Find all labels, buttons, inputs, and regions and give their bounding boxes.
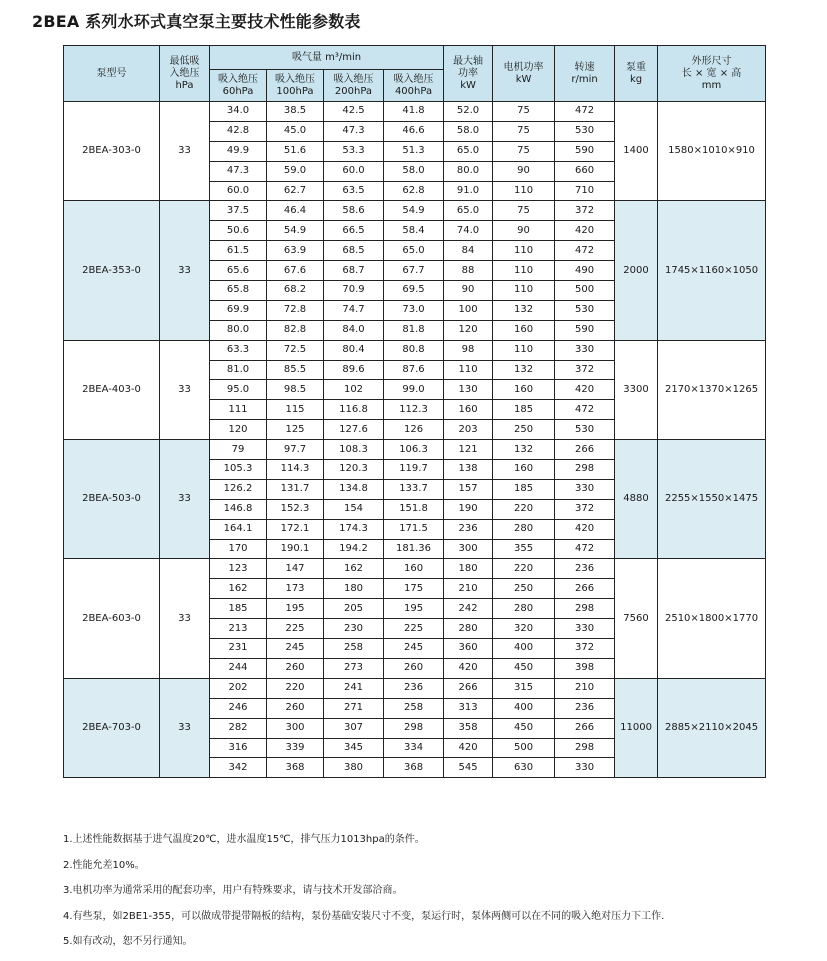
speed-cell: 420 <box>555 380 615 400</box>
motor-power-cell: 132 <box>493 300 555 320</box>
suction-100-cell: 114.3 <box>267 460 324 480</box>
motor-power-cell: 400 <box>493 698 555 718</box>
suction-60-cell: 65.6 <box>210 261 267 281</box>
suction-200-cell: 271 <box>324 698 384 718</box>
speed-cell: 710 <box>555 181 615 201</box>
speed-cell: 530 <box>555 121 615 141</box>
suction-60-cell: 65.8 <box>210 281 267 301</box>
suction-200-cell: 174.3 <box>324 519 384 539</box>
suction-400-cell: 171.5 <box>384 519 444 539</box>
max-shaft-power-cell: 180 <box>444 559 493 579</box>
suction-60-cell: 111 <box>210 400 267 420</box>
min-pressure-cell: 33 <box>160 102 210 201</box>
suction-200-cell: 80.4 <box>324 340 384 360</box>
suction-400-cell: 225 <box>384 619 444 639</box>
min-pressure-cell: 33 <box>160 340 210 439</box>
suction-100-cell: 220 <box>267 678 324 698</box>
suction-60-cell: 79 <box>210 440 267 460</box>
suction-60-cell: 120 <box>210 420 267 440</box>
motor-power-cell: 132 <box>493 360 555 380</box>
header-model: 泵型号 <box>64 46 160 102</box>
suction-400-cell: 236 <box>384 678 444 698</box>
suction-100-cell: 339 <box>267 738 324 758</box>
max-shaft-power-cell: 242 <box>444 599 493 619</box>
max-shaft-power-cell: 300 <box>444 539 493 559</box>
max-shaft-power-cell: 358 <box>444 718 493 738</box>
motor-power-cell: 110 <box>493 241 555 261</box>
suction-200-cell: 68.7 <box>324 261 384 281</box>
header-sub-200: 吸入绝压 200hPa <box>324 70 384 102</box>
max-shaft-power-cell: 65.0 <box>444 141 493 161</box>
suction-60-cell: 47.3 <box>210 161 267 181</box>
motor-power-cell: 110 <box>493 281 555 301</box>
suction-400-cell: 80.8 <box>384 340 444 360</box>
suction-100-cell: 260 <box>267 698 324 718</box>
motor-power-cell: 110 <box>493 181 555 201</box>
suction-100-cell: 172.1 <box>267 519 324 539</box>
table-row <box>64 201 766 221</box>
speed-cell: 472 <box>555 102 615 122</box>
suction-60-cell: 202 <box>210 678 267 698</box>
motor-power-cell: 75 <box>493 141 555 161</box>
suction-100-cell: 152.3 <box>267 499 324 519</box>
suction-100-cell: 190.1 <box>267 539 324 559</box>
suction-200-cell: 53.3 <box>324 141 384 161</box>
suction-400-cell: 81.8 <box>384 320 444 340</box>
speed-cell: 530 <box>555 300 615 320</box>
suction-200-cell: 120.3 <box>324 460 384 480</box>
motor-power-cell: 220 <box>493 559 555 579</box>
suction-200-cell: 241 <box>324 678 384 698</box>
motor-power-cell: 160 <box>493 460 555 480</box>
speed-cell: 420 <box>555 221 615 241</box>
suction-400-cell: 73.0 <box>384 300 444 320</box>
speed-cell: 590 <box>555 141 615 161</box>
suction-100-cell: 195 <box>267 599 324 619</box>
motor-power-cell: 90 <box>493 221 555 241</box>
min-pressure-cell: 33 <box>160 559 210 678</box>
speed-cell: 210 <box>555 678 615 698</box>
suction-200-cell: 89.6 <box>324 360 384 380</box>
motor-power-cell: 110 <box>493 261 555 281</box>
suction-400-cell: 69.5 <box>384 281 444 301</box>
suction-200-cell: 205 <box>324 599 384 619</box>
motor-power-cell: 355 <box>493 539 555 559</box>
suction-100-cell: 54.9 <box>267 221 324 241</box>
suction-200-cell: 74.7 <box>324 300 384 320</box>
suction-400-cell: 368 <box>384 758 444 778</box>
max-shaft-power-cell: 236 <box>444 519 493 539</box>
suction-100-cell: 260 <box>267 658 324 678</box>
suction-100-cell: 225 <box>267 619 324 639</box>
suction-60-cell: 282 <box>210 718 267 738</box>
suction-200-cell: 134.8 <box>324 479 384 499</box>
suction-400-cell: 58.0 <box>384 161 444 181</box>
suction-60-cell: 146.8 <box>210 499 267 519</box>
header-sub-400: 吸入绝压 400hPa <box>384 70 444 102</box>
weight-cell: 3300 <box>615 340 658 439</box>
suction-60-cell: 316 <box>210 738 267 758</box>
suction-100-cell: 131.7 <box>267 479 324 499</box>
dims-cell: 2510×1800×1770 <box>658 559 766 678</box>
suction-400-cell: 65.0 <box>384 241 444 261</box>
motor-power-cell: 250 <box>493 420 555 440</box>
max-shaft-power-cell: 420 <box>444 738 493 758</box>
suction-100-cell: 300 <box>267 718 324 738</box>
suction-400-cell: 51.3 <box>384 141 444 161</box>
suction-200-cell: 63.5 <box>324 181 384 201</box>
suction-200-cell: 84.0 <box>324 320 384 340</box>
motor-power-cell: 500 <box>493 738 555 758</box>
suction-200-cell: 42.5 <box>324 102 384 122</box>
max-shaft-power-cell: 545 <box>444 758 493 778</box>
speed-cell: 298 <box>555 738 615 758</box>
header-suction: 吸气量 m³/min <box>210 46 444 70</box>
suction-200-cell: 108.3 <box>324 440 384 460</box>
suction-60-cell: 37.5 <box>210 201 267 221</box>
model-cell: 2BEA-353-0 <box>64 201 160 340</box>
suction-200-cell: 58.6 <box>324 201 384 221</box>
speed-cell: 372 <box>555 201 615 221</box>
suction-200-cell: 180 <box>324 579 384 599</box>
suction-60-cell: 246 <box>210 698 267 718</box>
header-speed: 转速 r/min <box>555 46 615 102</box>
speed-cell: 266 <box>555 440 615 460</box>
suction-200-cell: 307 <box>324 718 384 738</box>
max-shaft-power-cell: 360 <box>444 639 493 659</box>
max-shaft-power-cell: 91.0 <box>444 181 493 201</box>
note-item: 3.电机功率为通常采用的配套功率，用户有特殊要求，请与技术开发部洽商。 <box>63 885 403 896</box>
suction-60-cell: 231 <box>210 639 267 659</box>
suction-400-cell: 298 <box>384 718 444 738</box>
suction-100-cell: 67.6 <box>267 261 324 281</box>
suction-400-cell: 133.7 <box>384 479 444 499</box>
note-item: 1.上述性能数据基于进气温度20℃，进水温度15℃，排气压力1013hpa的条件。 <box>63 834 425 845</box>
header-min-pressure: 最低吸 入绝压 hPa <box>160 46 210 102</box>
max-shaft-power-cell: 280 <box>444 619 493 639</box>
motor-power-cell: 450 <box>493 658 555 678</box>
suction-60-cell: 49.9 <box>210 141 267 161</box>
suction-400-cell: 67.7 <box>384 261 444 281</box>
motor-power-cell: 280 <box>493 519 555 539</box>
table-row <box>64 440 766 460</box>
speed-cell: 660 <box>555 161 615 181</box>
max-shaft-power-cell: 90 <box>444 281 493 301</box>
suction-400-cell: 54.9 <box>384 201 444 221</box>
max-shaft-power-cell: 210 <box>444 579 493 599</box>
suction-200-cell: 230 <box>324 619 384 639</box>
motor-power-cell: 160 <box>493 380 555 400</box>
suction-100-cell: 59.0 <box>267 161 324 181</box>
dims-cell: 2255×1550×1475 <box>658 440 766 559</box>
max-shaft-power-cell: 130 <box>444 380 493 400</box>
suction-400-cell: 87.6 <box>384 360 444 380</box>
dims-cell: 1745×1160×1050 <box>658 201 766 340</box>
suction-400-cell: 245 <box>384 639 444 659</box>
suction-100-cell: 72.5 <box>267 340 324 360</box>
motor-power-cell: 132 <box>493 440 555 460</box>
suction-200-cell: 345 <box>324 738 384 758</box>
suction-60-cell: 42.8 <box>210 121 267 141</box>
suction-100-cell: 115 <box>267 400 324 420</box>
spec-table <box>63 45 766 778</box>
motor-power-cell: 110 <box>493 340 555 360</box>
suction-400-cell: 112.3 <box>384 400 444 420</box>
suction-100-cell: 98.5 <box>267 380 324 400</box>
suction-60-cell: 164.1 <box>210 519 267 539</box>
header-dims: 外形尺寸 长 × 宽 × 高 mm <box>658 46 766 102</box>
motor-power-cell: 90 <box>493 161 555 181</box>
suction-200-cell: 258 <box>324 639 384 659</box>
suction-200-cell: 70.9 <box>324 281 384 301</box>
speed-cell: 530 <box>555 420 615 440</box>
note-item: 5.如有改动，恕不另行通知。 <box>63 936 193 947</box>
max-shaft-power-cell: 203 <box>444 420 493 440</box>
speed-cell: 500 <box>555 281 615 301</box>
suction-400-cell: 151.8 <box>384 499 444 519</box>
table-row <box>64 340 766 360</box>
table-row <box>64 559 766 579</box>
suction-400-cell: 41.8 <box>384 102 444 122</box>
speed-cell: 372 <box>555 639 615 659</box>
speed-cell: 266 <box>555 579 615 599</box>
suction-400-cell: 181.36 <box>384 539 444 559</box>
weight-cell: 7560 <box>615 559 658 678</box>
header-weight: 泵重 kg <box>615 46 658 102</box>
header-sub-100: 吸入绝压 100hPa <box>267 70 324 102</box>
suction-200-cell: 60.0 <box>324 161 384 181</box>
suction-400-cell: 62.8 <box>384 181 444 201</box>
motor-power-cell: 315 <box>493 678 555 698</box>
suction-60-cell: 50.6 <box>210 221 267 241</box>
suction-60-cell: 105.3 <box>210 460 267 480</box>
suction-400-cell: 258 <box>384 698 444 718</box>
motor-power-cell: 450 <box>493 718 555 738</box>
speed-cell: 490 <box>555 261 615 281</box>
suction-60-cell: 126.2 <box>210 479 267 499</box>
note-item: 2.性能允差10%。 <box>63 859 145 871</box>
suction-200-cell: 68.5 <box>324 241 384 261</box>
header-sub-60: 吸入绝压 60hPa <box>210 70 267 102</box>
suction-100-cell: 85.5 <box>267 360 324 380</box>
suction-60-cell: 69.9 <box>210 300 267 320</box>
suction-60-cell: 61.5 <box>210 241 267 261</box>
suction-200-cell: 116.8 <box>324 400 384 420</box>
suction-60-cell: 244 <box>210 658 267 678</box>
motor-power-cell: 160 <box>493 320 555 340</box>
max-shaft-power-cell: 266 <box>444 678 493 698</box>
speed-cell: 298 <box>555 599 615 619</box>
spec-table-body <box>64 102 766 778</box>
suction-100-cell: 45.0 <box>267 121 324 141</box>
suction-100-cell: 72.8 <box>267 300 324 320</box>
suction-200-cell: 102 <box>324 380 384 400</box>
motor-power-cell: 400 <box>493 639 555 659</box>
motor-power-cell: 280 <box>493 599 555 619</box>
speed-cell: 266 <box>555 718 615 738</box>
suction-60-cell: 162 <box>210 579 267 599</box>
suction-60-cell: 63.3 <box>210 340 267 360</box>
max-shaft-power-cell: 160 <box>444 400 493 420</box>
speed-cell: 330 <box>555 340 615 360</box>
max-shaft-power-cell: 121 <box>444 440 493 460</box>
weight-cell: 4880 <box>615 440 658 559</box>
motor-power-cell: 320 <box>493 619 555 639</box>
suction-400-cell: 58.4 <box>384 221 444 241</box>
speed-cell: 236 <box>555 698 615 718</box>
max-shaft-power-cell: 313 <box>444 698 493 718</box>
header-max-shaft: 最大轴 功率 kW <box>444 46 493 102</box>
min-pressure-cell: 33 <box>160 201 210 340</box>
suction-100-cell: 245 <box>267 639 324 659</box>
suction-100-cell: 38.5 <box>267 102 324 122</box>
note-item: 4.有些泵，如2BE1-355，可以做成带提带隔板的结构，泵份基础安装尺寸不变，泵运行时，泵体两侧可以在不同的吸入绝对压力下工作. <box>63 910 665 922</box>
suction-100-cell: 97.7 <box>267 440 324 460</box>
notes-section <box>63 833 664 961</box>
suction-60-cell: 342 <box>210 758 267 778</box>
suction-200-cell: 162 <box>324 559 384 579</box>
model-cell: 2BEA-303-0 <box>64 102 160 201</box>
max-shaft-power-cell: 110 <box>444 360 493 380</box>
suction-60-cell: 81.0 <box>210 360 267 380</box>
max-shaft-power-cell: 58.0 <box>444 121 493 141</box>
motor-power-cell: 185 <box>493 400 555 420</box>
suction-400-cell: 195 <box>384 599 444 619</box>
speed-cell: 420 <box>555 519 615 539</box>
motor-power-cell: 75 <box>493 201 555 221</box>
max-shaft-power-cell: 120 <box>444 320 493 340</box>
suction-400-cell: 119.7 <box>384 460 444 480</box>
table-row <box>64 678 766 698</box>
suction-100-cell: 51.6 <box>267 141 324 161</box>
max-shaft-power-cell: 74.0 <box>444 221 493 241</box>
suction-100-cell: 62.7 <box>267 181 324 201</box>
model-cell: 2BEA-603-0 <box>64 559 160 678</box>
suction-100-cell: 368 <box>267 758 324 778</box>
suction-200-cell: 194.2 <box>324 539 384 559</box>
suction-200-cell: 47.3 <box>324 121 384 141</box>
speed-cell: 372 <box>555 499 615 519</box>
suction-60-cell: 213 <box>210 619 267 639</box>
suction-100-cell: 82.8 <box>267 320 324 340</box>
speed-cell: 330 <box>555 479 615 499</box>
max-shaft-power-cell: 98 <box>444 340 493 360</box>
suction-200-cell: 154 <box>324 499 384 519</box>
motor-power-cell: 75 <box>493 121 555 141</box>
dims-cell: 2885×2110×2045 <box>658 678 766 777</box>
suction-100-cell: 125 <box>267 420 324 440</box>
motor-power-cell: 75 <box>493 102 555 122</box>
suction-200-cell: 273 <box>324 658 384 678</box>
speed-cell: 590 <box>555 320 615 340</box>
max-shaft-power-cell: 65.0 <box>444 201 493 221</box>
suction-400-cell: 106.3 <box>384 440 444 460</box>
suction-60-cell: 123 <box>210 559 267 579</box>
motor-power-cell: 250 <box>493 579 555 599</box>
suction-400-cell: 260 <box>384 658 444 678</box>
max-shaft-power-cell: 138 <box>444 460 493 480</box>
suction-60-cell: 170 <box>210 539 267 559</box>
speed-cell: 236 <box>555 559 615 579</box>
suction-100-cell: 173 <box>267 579 324 599</box>
suction-100-cell: 63.9 <box>267 241 324 261</box>
speed-cell: 372 <box>555 360 615 380</box>
suction-200-cell: 127.6 <box>324 420 384 440</box>
speed-cell: 330 <box>555 619 615 639</box>
speed-cell: 398 <box>555 658 615 678</box>
motor-power-cell: 630 <box>493 758 555 778</box>
header-motor: 电机功率 kW <box>493 46 555 102</box>
weight-cell: 1400 <box>615 102 658 201</box>
weight-cell: 2000 <box>615 201 658 340</box>
page-title: 2BEA 系列水环式真空泵主要技术性能参数表 <box>32 12 361 31</box>
suction-60-cell: 60.0 <box>210 181 267 201</box>
max-shaft-power-cell: 84 <box>444 241 493 261</box>
table-row <box>64 102 766 122</box>
max-shaft-power-cell: 420 <box>444 658 493 678</box>
max-shaft-power-cell: 100 <box>444 300 493 320</box>
speed-cell: 472 <box>555 400 615 420</box>
suction-400-cell: 46.6 <box>384 121 444 141</box>
model-cell: 2BEA-503-0 <box>64 440 160 559</box>
suction-400-cell: 334 <box>384 738 444 758</box>
max-shaft-power-cell: 190 <box>444 499 493 519</box>
suction-60-cell: 80.0 <box>210 320 267 340</box>
weight-cell: 11000 <box>615 678 658 777</box>
suction-200-cell: 66.5 <box>324 221 384 241</box>
model-cell: 2BEA-403-0 <box>64 340 160 439</box>
speed-cell: 298 <box>555 460 615 480</box>
min-pressure-cell: 33 <box>160 440 210 559</box>
max-shaft-power-cell: 80.0 <box>444 161 493 181</box>
suction-200-cell: 380 <box>324 758 384 778</box>
suction-400-cell: 175 <box>384 579 444 599</box>
suction-100-cell: 68.2 <box>267 281 324 301</box>
max-shaft-power-cell: 52.0 <box>444 102 493 122</box>
suction-400-cell: 99.0 <box>384 380 444 400</box>
suction-100-cell: 46.4 <box>267 201 324 221</box>
suction-100-cell: 147 <box>267 559 324 579</box>
motor-power-cell: 220 <box>493 499 555 519</box>
motor-power-cell: 185 <box>493 479 555 499</box>
speed-cell: 472 <box>555 241 615 261</box>
speed-cell: 472 <box>555 539 615 559</box>
speed-cell: 330 <box>555 758 615 778</box>
dims-cell: 2170×1370×1265 <box>658 340 766 439</box>
dims-cell: 1580×1010×910 <box>658 102 766 201</box>
suction-400-cell: 126 <box>384 420 444 440</box>
suction-60-cell: 185 <box>210 599 267 619</box>
suction-60-cell: 95.0 <box>210 380 267 400</box>
max-shaft-power-cell: 157 <box>444 479 493 499</box>
max-shaft-power-cell: 88 <box>444 261 493 281</box>
suction-400-cell: 160 <box>384 559 444 579</box>
model-cell: 2BEA-703-0 <box>64 678 160 777</box>
suction-60-cell: 34.0 <box>210 102 267 122</box>
min-pressure-cell: 33 <box>160 678 210 777</box>
